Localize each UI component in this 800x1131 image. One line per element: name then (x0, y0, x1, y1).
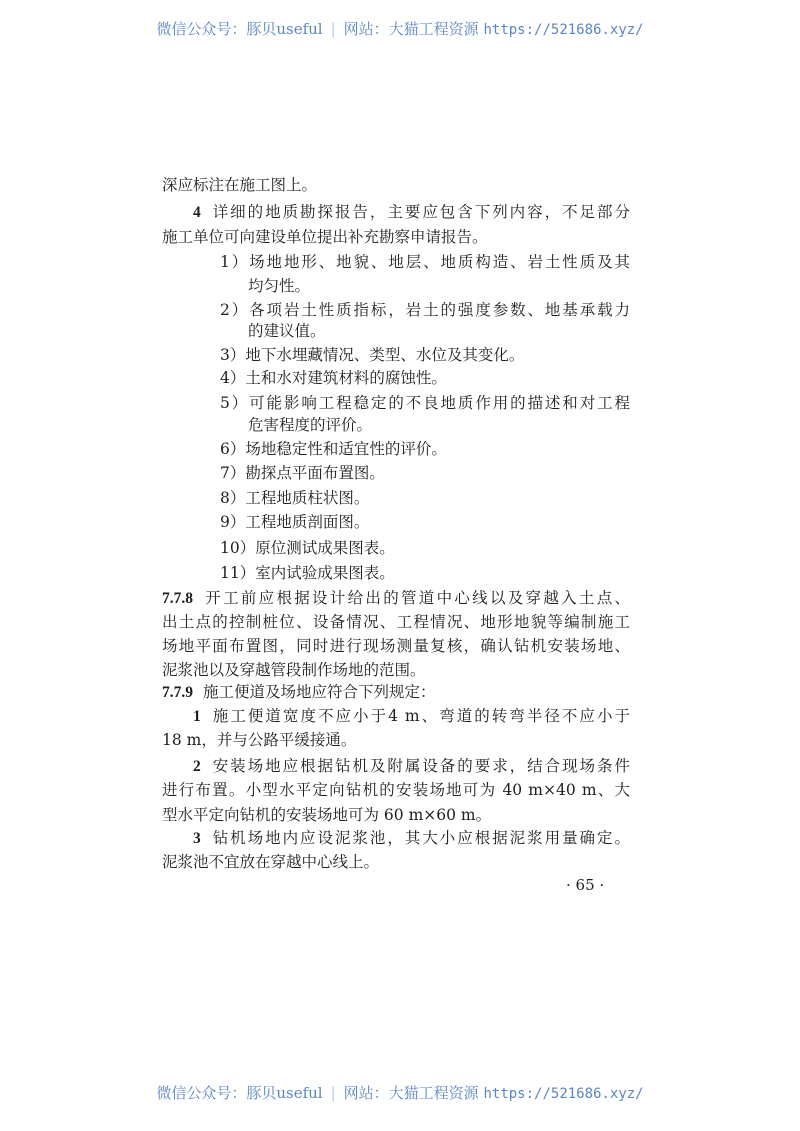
clause-3-line (193, 828, 630, 848)
list-item-continuation: 危害程度的评价。 (248, 416, 373, 434)
text-line: 泥浆池以及穿越管段制作场地的范围。 (162, 661, 426, 679)
section-text: 施工便道及场地应符合下列规定： (203, 683, 436, 701)
text-line: 18 m，并与公路平缓接通。 (162, 731, 357, 749)
clause-2-line (193, 756, 630, 776)
watermark-footer (0, 1082, 800, 1103)
section-7-7-9-line (162, 682, 436, 702)
section-number: 7.7.9 (162, 684, 193, 701)
clause-text: 钻机场地内应设泥浆池，其大小应根据泥浆用量确定。 (210, 829, 630, 847)
list-item: 5）可能影响工程稳定的不良地质作用的描述和对工程 (220, 394, 630, 412)
text-line: 场地平面布置图，同时进行现场测量复核，确认钻机安装场地、 (162, 637, 630, 655)
list-item: 9）工程地质剖面图。 (220, 513, 370, 531)
clause-text: 施工便道宽度不应小于4 m、弯道的转弯半径不应小于 (210, 707, 630, 725)
clause-4-line (193, 202, 630, 222)
clause-text: 详细的地质勘探报告，主要应包含下列内容，不足部分 (210, 203, 630, 221)
clause-number: 3 (193, 830, 201, 847)
page-number: · 65 · (566, 876, 605, 894)
list-item: 11）室内试验成果图表。 (220, 564, 395, 582)
text-line: 深应标注在施工图上。 (162, 176, 318, 194)
watermark-wechat: 微信公众号：豚贝useful (156, 1084, 323, 1102)
clause-text: 安装场地应根据钻机及附属设备的要求，结合现场条件 (210, 757, 630, 775)
text-line: 泥浆池不宜放在穿越中心线上。 (162, 853, 380, 871)
clause-number: 2 (193, 758, 201, 775)
clause-1-line (193, 706, 630, 726)
list-item-continuation: 的建议值。 (248, 322, 326, 340)
list-item: 4）土和水对建筑材料的腐蚀性。 (220, 369, 447, 387)
section-number: 7.7.8 (162, 590, 193, 607)
text-line: 型水平定向钻机的安装场地可为 60 m×60 m。 (162, 806, 492, 824)
list-item-continuation: 均匀性。 (248, 277, 311, 295)
list-item: 10）原位测试成果图表。 (220, 539, 395, 557)
watermark-separator: | (330, 20, 336, 38)
watermark-url[interactable]: https://521686.xyz/ (483, 1086, 644, 1102)
text-line: 施工单位可向建设单位提出补充勘察申请报告。 (162, 228, 488, 246)
clause-number: 1 (193, 708, 201, 725)
watermark-url[interactable]: https://521686.xyz/ (483, 22, 644, 38)
list-item: 8）工程地质柱状图。 (220, 489, 370, 507)
text-line: 出土点的控制桩位、设备情况、工程情况、地形地貌等编制施工 (162, 613, 630, 631)
watermark-site: 网站：大猫工程资源 (343, 1084, 479, 1102)
watermark-wechat: 微信公众号：豚贝useful (156, 20, 323, 38)
section-text: 开工前应根据设计给出的管道中心线以及穿越入土点、 (203, 589, 630, 607)
watermark-site: 网站：大猫工程资源 (343, 20, 479, 38)
list-item: 2）各项岩土性质指标，岩土的强度参数、地基承载力 (220, 301, 630, 319)
list-item: 6）场地稳定性和适宜性的评价。 (220, 440, 447, 458)
watermark-header (0, 18, 800, 39)
watermark-separator: | (330, 1084, 336, 1102)
list-item: 3）地下水埋藏情况、类型、水位及其变化。 (220, 346, 525, 364)
list-item: 7）勘探点平面布置图。 (220, 464, 385, 482)
text-line: 进行布置。小型水平定向钻机的安装场地可为 40 m×40 m、大 (162, 781, 630, 799)
clause-number: 4 (193, 204, 201, 221)
section-7-7-8-line (162, 588, 630, 608)
list-item: 1）场地地形、地貌、地层、地质构造、岩土性质及其 (220, 253, 630, 271)
